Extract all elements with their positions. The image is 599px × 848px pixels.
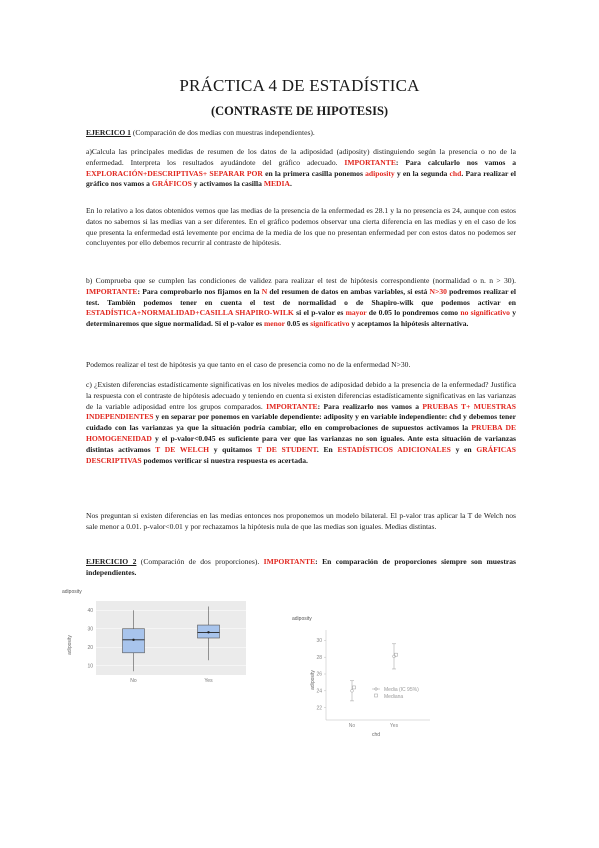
boxplot-ytick-label: 20 xyxy=(87,644,93,651)
exercise-1-desc: (Comparación de dos medias con muestras independientes). xyxy=(130,128,315,137)
ci-title: adiposity xyxy=(292,616,312,622)
ci-ylabel: adiposity xyxy=(310,670,316,690)
ci-ytick-label: 22 xyxy=(316,705,322,712)
paragraph-c-answer: Nos preguntan si existen diferencias en las medias entonces nos proponemos un modelo bilateral. El p-valor tras aplicar la T de Welch nos sale menor a 0.01. p-valor<0.01 y por rechazamos la hipótesis nula de que las medias son iguales. Medias distintas. xyxy=(86,511,516,531)
ci-ticks xyxy=(316,638,398,729)
ci-ytick-label: 24 xyxy=(316,688,322,695)
boxplot-mean-point xyxy=(207,631,209,633)
boxplot-panel xyxy=(96,601,246,675)
paragraph-c: c) ¿Existen diferencias estadísticamente significativas en los niveles medios de adiposidad debido a la presencia de la enfermedad? Justifica la respuesta con el contraste de hipótesis adecuado y teniendo en cuenta si existen diferencias estadísticamente significativas en las varianzas de la variable adiposidad entre los grupos comparados. IMPORTANTE: Para realizarlo nos vamos a PRUEBAS T+ MUESTRAS INDEPENDIENTES y en separar por ponemos en variable dependiente: adiposity y en variable independiente: chd y debemos tener cuidado con las varianzas ya que la situación podría cambiar, ello en comprobaciones de supuestos activamos la PRUEBA DE HOMOGENEIDAD y el p-valor<0.045 es suficiente para ver que las varianzas no son iguales. Ante esta situación de varianzas distintas activamos T DE WELCH y quitamos T DE STUDENT. En ESTADÍSTICOS ADICIONALES y en GRÁFICAS DESCRIPTIVAS podemos verificar si nuestra respuesta es acertada. xyxy=(86,380,517,465)
legend-median-marker xyxy=(375,694,378,697)
ci-ytick-label: 28 xyxy=(316,654,322,661)
boxplot-ylabel: adiposity xyxy=(67,635,73,655)
paragraph-a: a)Calcula las principales medidas de resumen de los datos de la adiposidad (adiposity) distinguiendo según la presencia o no de la enfermedad. Interpreta los resultados ayudándote del gráfico adecuado. IMPORTANTE: Para calcularlo nos vamos a EXPLORACIÓN+DESCRIPTIVAS+ SEPARAR POR en la primera casilla ponemos adiposity y en la segunda chd. Para realizar el gráfico nos vamos a GRÁFICOS y activamos la casilla MEDIA. xyxy=(86,147,517,189)
exercise-1-heading xyxy=(86,128,516,139)
exercise-2-label: EJERCICIO 2 xyxy=(86,557,137,566)
ci-median-point xyxy=(353,686,356,689)
boxplot-ytick-label: 30 xyxy=(87,626,93,633)
page-subtitle: (CONTRASTE DE HIPOTESIS) xyxy=(210,104,389,118)
mean-ci-chart xyxy=(290,612,465,740)
boxplot-title: adiposity xyxy=(62,589,82,595)
exercise-1-label: EJERCICO 1 xyxy=(86,128,131,137)
legend-mean-label: Media (IC 95%) xyxy=(384,687,419,693)
page-title: PRÁCTICA 4 DE ESTADÍSTICA xyxy=(179,76,420,95)
boxplot-ytick-label: 40 xyxy=(87,607,93,614)
exercise-2-heading: EJERCICIO 2 (Comparación de dos proporciones). IMPORTANTE: En comparación de proporciones siempre son muestras independientes. xyxy=(86,557,516,577)
boxplot-chart xyxy=(60,585,250,687)
ci-mean-point xyxy=(351,689,354,692)
boxplot-xtick-label: No xyxy=(130,678,137,684)
legend-median-label: Mediana xyxy=(384,694,404,700)
ci-legend xyxy=(372,687,419,700)
boxplot-mean-point xyxy=(132,639,134,641)
boxplot-xtick-label: Yes xyxy=(204,678,213,684)
boxplot-ytick-label: 10 xyxy=(87,663,93,670)
paragraph-b-answer: Podemos realizar el test de hipótesis ya que tanto en el caso de presencia como no de la enfermedad N>30. xyxy=(86,360,411,369)
ci-xlabel: chd xyxy=(371,732,381,738)
paragraph-b: b) Comprueba que se cumplen las condiciones de validez para realizar el test de hipótesis correspondiente (normalidad o n. n > 30). IMPORTANTE: Para comprobarlo nos fijamos en la N del resumen de datos en ambas variables, si está N>30 podremos realizar el test. También podemos tener en cuenta el test de normalidad o de Shapiro-wilk que podemos activar en ESTADÍSTICA+NORMALIDAD+CASILLA SHAPIRO-WILK si el p-valor es mayor de 0.05 lo pondremos como no significativo y determinaremos que sigue normalidad. Si el p-valor es menor 0.05 es significativo y aceptamos la hipótesis alternativa. xyxy=(86,276,517,329)
ci-xtick-label: Yes xyxy=(389,723,399,729)
ci-ytick-label: 26 xyxy=(316,671,322,678)
ci-xtick-label: No xyxy=(348,723,356,729)
paragraph-a-answer: En lo relativo a los datos obtenidos vemos que las medias de la presencia de la enfermedad es 28.1 y la no presencia es 24, aunque con estos datos no sabemos si las medias van a ser diferentes. En el gráfico podemos observar una cierta diferencia en las medias y en el caso de los que presenta la enfermedad está levemente por encima de la media de los que no presentan enfermedad per con estos datos no podemos ser concluyentes por ello debemos recurrir al contraste de hipótesis. xyxy=(86,206,516,248)
ci-ytick-label: 30 xyxy=(316,638,322,645)
